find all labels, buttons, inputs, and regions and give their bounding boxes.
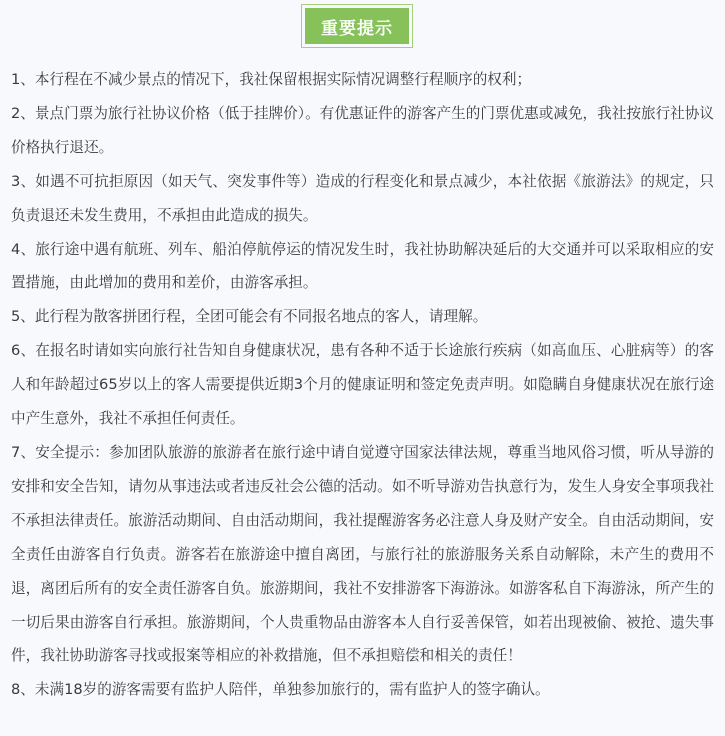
notice-item-2: 2、景点门票为旅行社协议价格（低于挂牌价）。有优惠证件的游客产生的门票优惠或减免，我社按旅行社协议价格执行退还。 [11,104,714,156]
page-title: 重要提示 [305,8,409,44]
notice-item-8: 8、未满18岁的游客需要有监护人陪伴，单独参加旅行的，需有监护人的签字确认。 [11,681,550,699]
title-badge-frame [301,4,413,48]
notice-list [11,63,714,707]
notice-item-5: 5、此行程为散客拼团行程，全团可能会有不同报名地点的客人，请理解。 [11,308,488,326]
notice-item-4: 4、旅行途中遇有航班、列车、船泊停航停运的情况发生时，我社协助解决延后的大交通并可以采取相应的安置措施，由此增加的费用和差价，由游客承担。 [11,240,714,292]
notice-item-3: 3、如遇不可抗拒原因（如天气、突发事件等）造成的行程变化和景点减少，本社依据《旅游法》的规定，只负责退还未发生费用，不承担由此造成的损失。 [11,172,714,224]
notice-item-1: 1、本行程在不减少景点的情况下，我社保留根据实际情况调整行程顺序的权利； [11,71,532,88]
notice-item-6: 6、在报名时请如实向旅行社告知自身健康状况，患有各种不适于长途旅行疾病（如高血压、心脏病等）的客人和年龄超过65岁以上的客人需要提供近期3个月的健康证明和签定免责声明。如隐瞒自身健康状况在旅行途中产生意外，我社不承担任何责任。 [11,342,714,428]
notice-item-7: 7、安全提示：参加团队旅游的旅游者在旅行途中请自觉遵守国家法律法规，尊重当地风俗习惯，听从导游的安排和安全告知，请勿从事违法或者违反社会公德的活动。如不听导游劝告执意行为，发生人身安全事项我社不承担法律责任。旅游活动期间、自由活动期间，我社提醒游客务必注意人身及财产安全。自由活动期间，安全责任由游客自行负责。游客若在旅游途中擅自离团，与旅行社的旅游服务关系自动解除，未产生的费用不退，离团后所有的安全责任游客自负。旅游期间，我社不安排游客下海游泳。如游客私自下海游泳，所产生的一切后果由游客自行承担。旅游期间，个人贵重物品由游客本人自行妥善保管，如若出现被偷、被抢、遗失事件，我社协助游客寻找或报案等相应的补救措施，但不承担赔偿和相关的责任！ [11,443,714,665]
